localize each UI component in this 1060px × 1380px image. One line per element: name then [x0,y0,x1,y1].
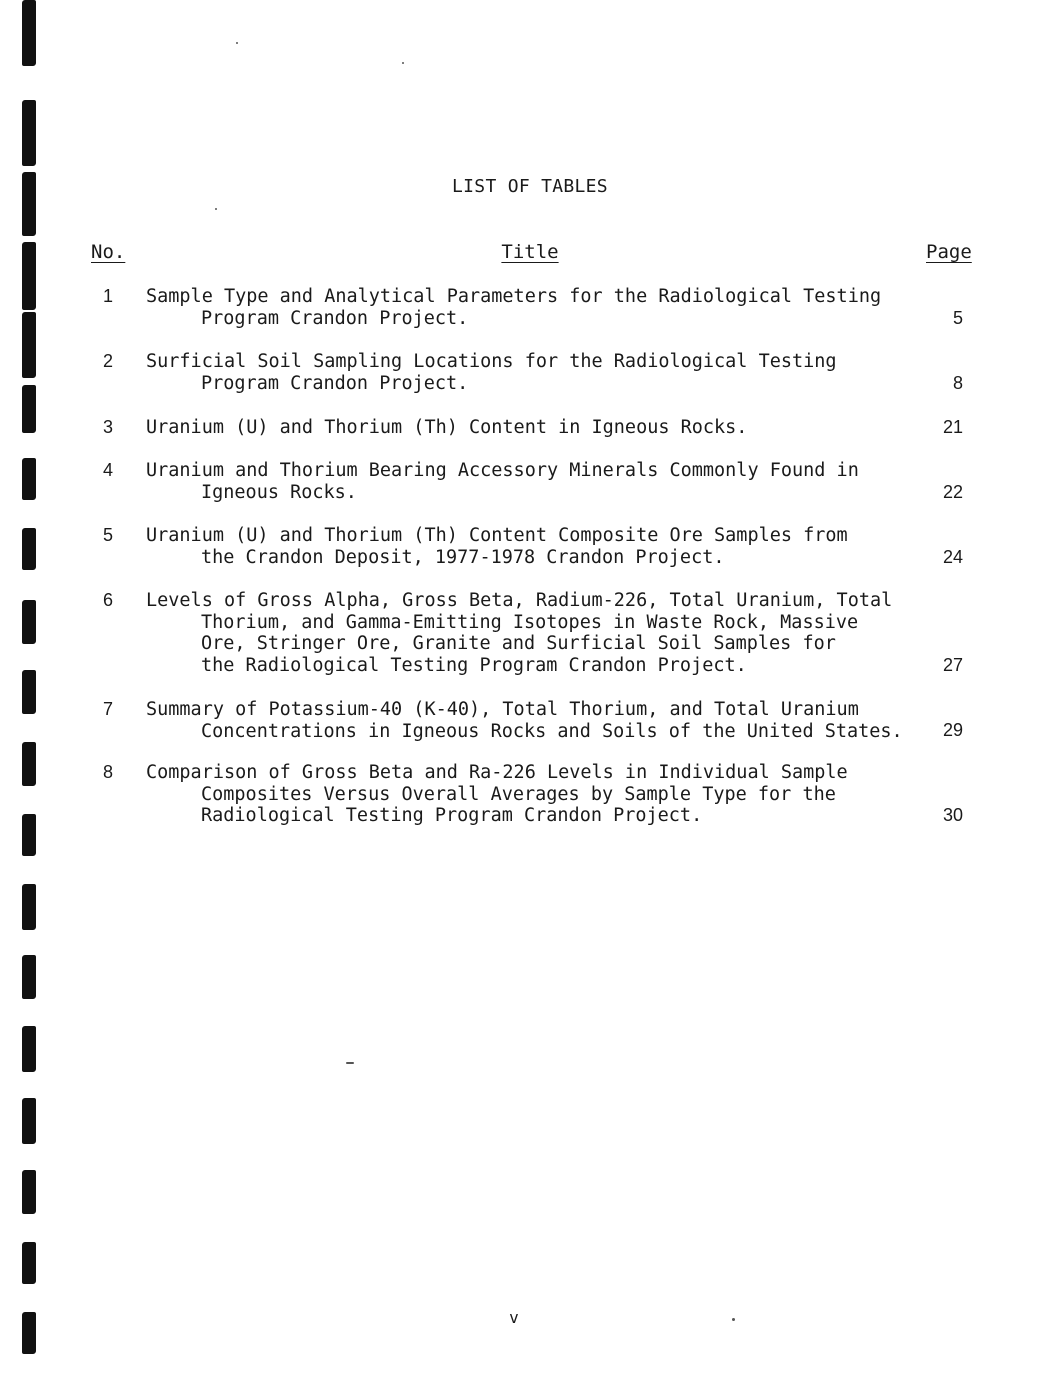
entry-number: 8 [102,762,113,782]
entry-title: Levels of Gross Alpha, Gross Beta, Radium-226, Total Uranium, Total Thorium, and Gamma-Emitting Isotopes in Waste Rock, Massive Ore, Stringer Ore, Granite and Surficial Soil Samples for the Radiological Testing Program Crandon Project. [146,590,893,676]
entry-number: 1 [102,286,113,306]
scan-speck [402,62,404,64]
entry-number: 6 [102,590,113,610]
entry-page: 30 [942,805,963,825]
entry-title: Comparison of Gross Beta and Ra-226 Levels in Individual Sample Composites Versus Overall Averages by Sample Type for the Radiological Testing Program Crandon Project. [146,762,848,826]
binding-mark [22,670,36,714]
entry-number: 7 [102,699,113,719]
binding-mark [22,385,36,433]
binding-mark [22,742,36,786]
entry-title: Surficial Soil Sampling Locations for the Radiological Testing Program Crandon Project. [146,351,837,394]
entry-title: Uranium and Thorium Bearing Accessory Minerals Commonly Found in Igneous Rocks. [146,460,859,503]
page-number: v [509,1308,519,1327]
entry-number: 5 [102,525,113,545]
entry-page: 22 [942,482,963,502]
binding-mark [22,312,36,378]
binding-holes [0,0,60,1380]
entry-title: Uranium (U) and Thorium (Th) Content Composite Ore Samples from the Crandon Deposit, 1977-1978 Crandon Project. [146,525,848,568]
page-title: LIST OF TABLES [452,176,608,197]
binding-mark [22,884,36,930]
entry-title: Uranium (U) and Thorium (Th) Content in Igneous Rocks. [146,417,748,438]
entry-title: Sample Type and Analytical Parameters for the Radiological Testing Program Crandon Project. [146,286,882,329]
binding-mark [22,814,36,856]
binding-mark [22,0,36,66]
binding-mark [22,1098,36,1144]
entry-number: 4 [102,460,113,480]
scan-speck [346,1062,354,1064]
binding-mark [22,1026,36,1072]
binding-mark [22,1242,36,1284]
entry-page: 5 [952,308,963,328]
binding-mark [22,955,36,999]
binding-mark [22,458,36,500]
scan-speck [215,208,217,210]
entry-page: 29 [942,720,963,740]
binding-mark [22,1170,36,1214]
scan-speck [236,42,238,44]
entry-page: 8 [952,373,963,393]
column-header-title: Title [501,241,559,263]
column-header-page: Page [926,241,972,263]
binding-mark [22,528,36,570]
entry-page: 21 [942,417,963,437]
entry-title: Summary of Potassium-40 (K-40), Total Thorium, and Total Uranium Concentrations in Igneous Rocks and Soils of the United States. [146,699,903,742]
entry-number: 2 [102,351,113,371]
entry-page: 27 [942,655,963,675]
entry-page: 24 [942,547,963,567]
column-header-number: No. [91,241,126,263]
binding-mark [22,600,36,644]
entry-number: 3 [102,417,113,437]
binding-mark [22,100,36,166]
